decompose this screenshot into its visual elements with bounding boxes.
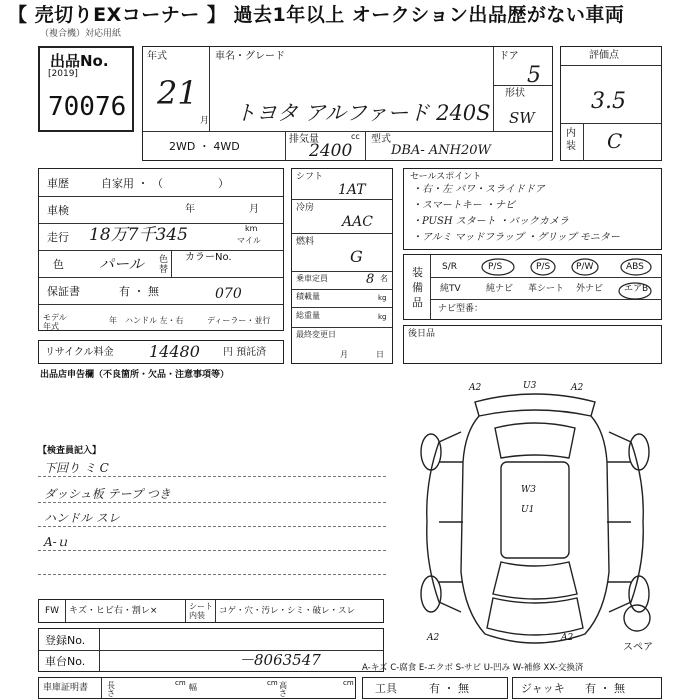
inspector-note-3: ハンドル スレ <box>44 511 120 525</box>
chassis-value: －8063547 <box>239 651 321 669</box>
gross-label: 総重量 <box>296 311 320 320</box>
mark-rear-center: U3 <box>523 381 537 391</box>
seat-interior-value: コゲ・穴・汚レ・シミ・破レ・スレ <box>219 606 356 616</box>
inspection-label: 車検 <box>47 204 69 217</box>
lot-number-box <box>38 46 134 132</box>
history-label: 車歴 <box>47 177 69 190</box>
warranty-label: 保証書 <box>47 285 80 298</box>
shift-label: シフト <box>296 172 324 182</box>
tools-label: 工具 <box>375 682 397 695</box>
inspection-year: 年 <box>185 204 195 215</box>
tools-box <box>362 677 508 699</box>
name-grade-value: トヨタ アルファード 240S <box>235 101 491 125</box>
banner-title: 【 売切りEXコーナー 】 過去1年以上 オークション出品歴がない車両 <box>8 4 625 26</box>
interior-value: C <box>607 129 623 153</box>
length-unit: cm <box>175 679 186 687</box>
recycle-value: 14480 <box>149 342 200 361</box>
mark-front-right: A2 <box>561 633 574 643</box>
equip-navi: 純ナビ <box>486 284 514 294</box>
model-year-year: 年 <box>109 316 117 325</box>
mileage-unit-km: km <box>245 224 258 233</box>
door-value: 5 <box>527 63 541 88</box>
jack-label: ジャッキ <box>521 682 565 695</box>
paper-note: （複合機）対応用紙 <box>40 29 122 39</box>
inspector-label: 【検査員記入】 <box>38 446 102 456</box>
equip-ps-2: P/S <box>536 262 551 272</box>
equip-tv: 純TV <box>440 284 461 294</box>
load-label: 積載量 <box>296 292 320 301</box>
sales-line-3: ・PUSH スタート ・バックカメラ <box>412 216 569 227</box>
mileage-unit-mile: マイル <box>237 236 261 245</box>
capacity-value: 8 <box>366 272 375 287</box>
lot-label: 出品No. <box>50 52 109 70</box>
equip-pw: P/W <box>576 262 594 272</box>
registration-label: 登録No. <box>45 634 86 647</box>
equipment-circle-marks <box>404 255 663 321</box>
garage-cert-label: 車庫証明書 <box>43 683 89 693</box>
fw-value: キズ・ヒビ右・割レ× <box>69 606 158 616</box>
color-label: 色 <box>53 258 64 271</box>
displacement-label: 排気量 <box>289 134 319 145</box>
score-box <box>560 46 662 161</box>
length-label: 長さ <box>107 681 115 698</box>
inspector-note-4: A-ｕ <box>44 535 69 549</box>
recycle-unit: 円 預託済 <box>223 347 267 358</box>
mark-rear-right: A2 <box>571 383 584 393</box>
sales-line-4: ・アルミ マッドフラップ ・グリップ モニター <box>412 232 620 243</box>
height-label: 高さ <box>279 681 287 698</box>
body-type-label: 形状 <box>505 88 525 99</box>
body-type-value: SW <box>509 109 535 127</box>
shift-value: 1AT <box>338 182 366 198</box>
mark-roof-u: U1 <box>521 505 535 515</box>
inspector-note-1: 下回り ミ C <box>44 461 109 475</box>
interior-label: 内装 <box>566 128 576 152</box>
color-no-label: カラーNo. <box>185 252 232 263</box>
later-items-box <box>403 325 662 364</box>
navi-model-label: ナビ型番： <box>438 304 484 314</box>
mileage-label: 走行 <box>47 231 69 244</box>
mark-rear-left: A2 <box>469 383 482 393</box>
faults-label: 出品店申告欄（不良箇所・欠品・注意事項等） <box>40 370 230 380</box>
mileage-value: 18万7千345 <box>89 225 188 245</box>
equip-ps-1: P/S <box>488 262 503 272</box>
fw-label: FW <box>45 606 60 616</box>
mark-roof-w: W3 <box>521 485 536 495</box>
fuel-value: G <box>350 247 363 266</box>
inspector-note-2: ダッシュ板 テープ つき <box>44 487 171 501</box>
ac-label: 冷房 <box>296 203 315 213</box>
month-label: 月 <box>200 116 210 126</box>
seat-interior-label: シート内装 <box>189 602 213 620</box>
equip-ext-navi: 外ナビ <box>576 284 604 294</box>
equipment-label: 装備品 <box>412 266 423 309</box>
jack-value: 有 ・ 無 <box>585 682 625 695</box>
damage-legend: A-キズ C-腐食 E-エクボ S-サビ U-凹み W-補修 XX-交換済 <box>362 663 584 673</box>
year-label: 年式 <box>147 51 167 62</box>
spec-table <box>291 168 393 364</box>
score-value: 3.5 <box>591 89 626 114</box>
vehicle-damage-diagram <box>405 372 665 660</box>
sales-point-label: セールスポイント <box>410 172 482 182</box>
handle-label: ハンドル 左・右 <box>125 316 184 325</box>
model-code-value: DBA- ANH20W <box>391 143 491 158</box>
inspection-month: 月 <box>249 204 259 215</box>
height-unit: cm <box>343 679 354 687</box>
capacity-unit: 名 <box>380 274 388 283</box>
last-change-label: 最終変更日 <box>296 330 336 339</box>
ac-value: AAC <box>342 214 373 230</box>
door-label: ドア <box>499 51 519 62</box>
chassis-label: 車台No. <box>45 655 86 668</box>
last-change-month: 月 <box>340 350 348 359</box>
load-unit: kg <box>378 294 387 302</box>
details-table <box>38 168 284 331</box>
sales-line-1: ・右・左 パワ・スライドドア <box>412 184 545 195</box>
recycle-box <box>38 340 284 364</box>
equip-leather: 革シート <box>528 284 565 294</box>
model-year-label: モデル年式 <box>43 313 67 331</box>
model-code-label: 型式 <box>371 134 391 145</box>
capacity-label: 乗車定員 <box>296 274 328 283</box>
later-items-label: 後日品 <box>408 329 436 339</box>
fw-seat-row <box>38 599 384 623</box>
color-value: パール <box>99 255 144 273</box>
fuel-label: 燃料 <box>296 237 315 247</box>
width-unit: cm <box>267 679 278 687</box>
tools-value: 有 ・ 無 <box>429 682 469 695</box>
history-value: 自家用 ・ （ ） <box>101 177 229 190</box>
lot-number: 70076 <box>48 92 127 122</box>
gross-unit: kg <box>378 313 387 321</box>
equipment-box <box>403 254 662 320</box>
mark-front-left: A2 <box>427 633 440 643</box>
equip-sr: S/R <box>442 262 457 272</box>
name-grade-label: 車名・グレード <box>215 51 285 62</box>
sales-point-box <box>403 168 662 250</box>
color-change-label: 色替 <box>159 255 169 275</box>
spare-label: スペア <box>623 642 653 653</box>
dimensions-row <box>38 677 356 699</box>
recycle-label: リサイクル料金 <box>45 347 114 358</box>
lot-year-tag: [2019] <box>48 69 78 79</box>
warranty-value: 有 ・ 無 <box>119 285 159 298</box>
equip-airbag: エアB <box>624 284 649 294</box>
dealer-label: ディーラー・並行 <box>207 316 271 325</box>
displacement-unit: cc <box>351 132 360 141</box>
sales-line-2: ・スマートキー ・ナビ <box>412 200 515 211</box>
width-label: 幅 <box>189 683 197 692</box>
year-value: 21 <box>157 74 198 112</box>
vehicle-header-box <box>142 46 553 161</box>
registration-box <box>38 628 384 672</box>
equip-abs: ABS <box>626 262 644 272</box>
drive-type: 2WD ・ 4WD <box>169 140 240 153</box>
jack-box <box>512 677 662 699</box>
last-change-day: 日 <box>376 350 384 359</box>
displacement-value: 2400 <box>309 141 353 161</box>
color-no-value: 070 <box>215 286 242 302</box>
score-label: 評価点 <box>589 50 619 61</box>
